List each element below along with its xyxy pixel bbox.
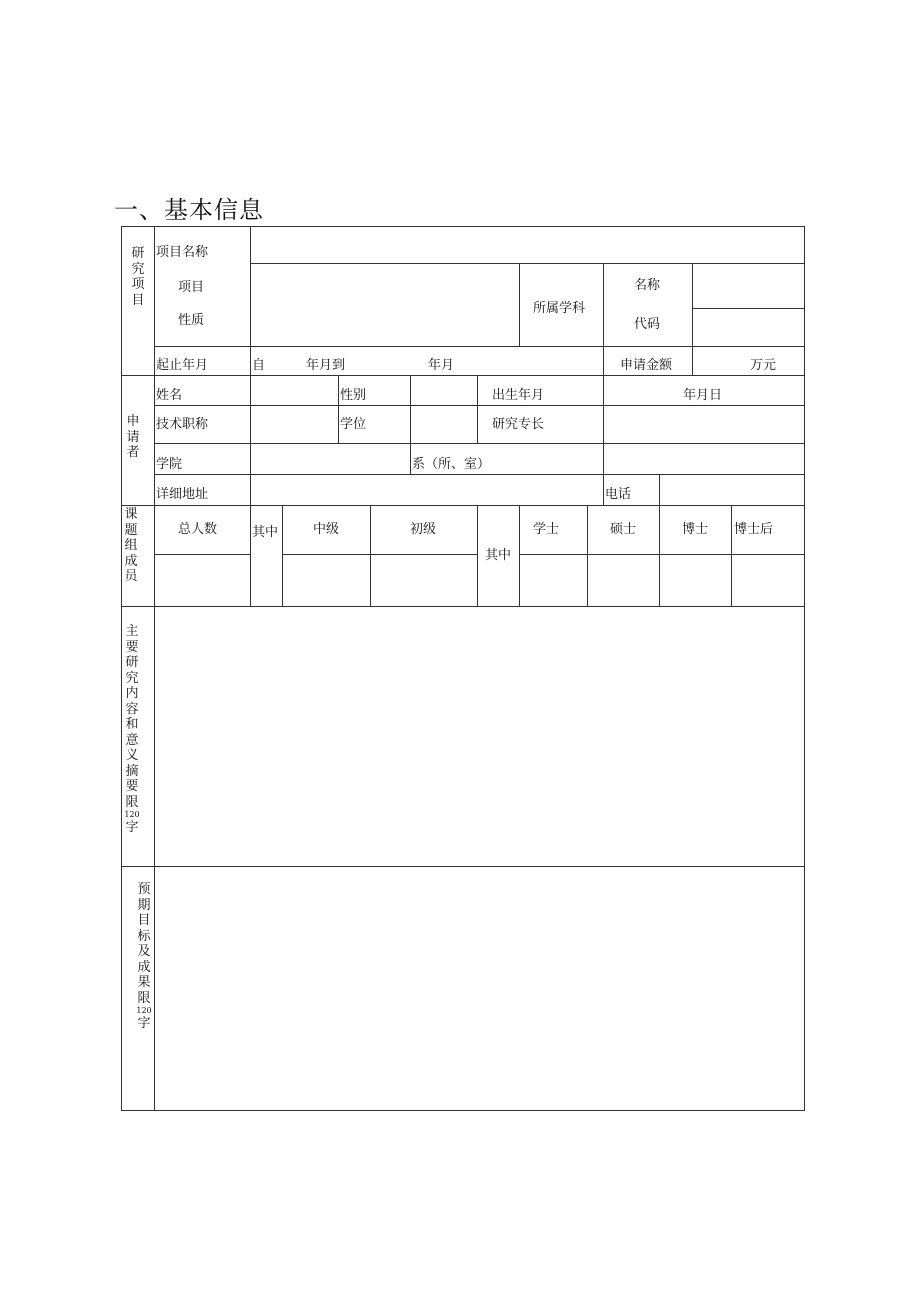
col-line xyxy=(603,375,604,475)
total-label: 总人数 xyxy=(178,522,218,537)
master-label: 硕士 xyxy=(610,522,637,537)
phone-label: 电话 xyxy=(605,487,632,502)
among-label: 其中 xyxy=(485,548,512,563)
col-line xyxy=(731,505,732,607)
col-line xyxy=(250,505,251,607)
specialty-label: 研究专长 xyxy=(492,417,545,432)
postdoc-label: 博士后 xyxy=(734,522,774,537)
discipline-code-label: 代码 xyxy=(634,317,661,332)
period-label: 起止年月 xyxy=(156,358,209,373)
row-line xyxy=(154,554,251,555)
project-nature-label: 性质 xyxy=(178,313,205,328)
title-label: 技术职称 xyxy=(156,417,209,432)
col-line xyxy=(519,263,520,347)
address-label: 详细地址 xyxy=(156,487,209,502)
period-to: 年月到 xyxy=(306,358,346,373)
row-line xyxy=(250,263,805,264)
col-line xyxy=(603,263,604,376)
amount-unit: 万元 xyxy=(750,358,777,373)
col-line xyxy=(659,474,660,506)
applicant-name-label: 姓名 xyxy=(156,388,183,403)
section-line xyxy=(121,505,805,506)
project-side-label: 研究项目 xyxy=(131,246,145,308)
college-label: 学院 xyxy=(156,457,183,472)
goals-side-text: 预期目标及成果限 xyxy=(137,882,151,1006)
content-limit-char: 字 xyxy=(125,820,139,835)
row-line xyxy=(282,554,478,555)
row-line xyxy=(154,346,805,347)
section-heading: 一、基本信息 xyxy=(114,196,264,224)
period-from: 自 xyxy=(252,358,266,373)
project-name-label: 项目名称 xyxy=(156,245,209,260)
side-column-divider xyxy=(154,226,155,1111)
section-line xyxy=(121,375,805,376)
bachelor-label: 学士 xyxy=(533,522,560,537)
col-line xyxy=(477,375,478,444)
row-line xyxy=(692,308,805,309)
col-line xyxy=(692,263,693,376)
section-line xyxy=(121,606,805,607)
among-label: 其中 xyxy=(252,525,279,540)
junior-label: 初级 xyxy=(410,522,437,537)
row-line xyxy=(154,443,805,444)
col-line xyxy=(477,505,478,607)
content-side-label xyxy=(124,624,140,836)
border-bottom xyxy=(121,1110,805,1111)
gender-label: 性别 xyxy=(340,388,367,403)
middle-label: 中级 xyxy=(313,522,340,537)
border-left xyxy=(121,226,122,1111)
col-line xyxy=(587,505,588,607)
row-line xyxy=(154,405,805,406)
department-label: 系（所、室） xyxy=(412,457,491,472)
discipline-name-label: 名称 xyxy=(634,278,661,293)
goals-limit-number: 120 xyxy=(136,1006,152,1015)
border-top xyxy=(121,226,805,227)
section-line xyxy=(121,866,805,867)
amount-label: 申请金额 xyxy=(620,358,673,373)
basic-info-form xyxy=(121,226,805,1111)
degree-label: 学位 xyxy=(340,417,367,432)
col-line xyxy=(659,505,660,607)
row-line xyxy=(154,474,805,475)
col-line xyxy=(338,375,339,444)
col-line xyxy=(410,375,411,475)
row-line xyxy=(520,554,805,555)
goals-limit-char: 字 xyxy=(137,1016,151,1031)
applicant-side-label: 申请者 xyxy=(126,414,140,460)
project-nature-label: 项目 xyxy=(178,280,205,295)
period-end: 年月 xyxy=(428,358,455,373)
content-limit-number: 120 xyxy=(124,810,140,819)
content-side-text: 主要研究内容和意义摘要限 xyxy=(125,624,139,810)
birth-value: 年月日 xyxy=(683,388,723,403)
doctor-label: 博士 xyxy=(682,522,709,537)
members-side-label: 课题组成员 xyxy=(124,507,138,584)
col-line xyxy=(282,505,283,607)
col-line xyxy=(250,375,251,506)
goals-side-label xyxy=(136,882,152,1032)
col-line xyxy=(519,505,520,607)
discipline-label: 所属学科 xyxy=(533,301,586,316)
birth-label: 出生年月 xyxy=(492,388,545,403)
border-right xyxy=(804,226,805,1111)
col-line xyxy=(370,505,371,607)
col-line xyxy=(250,226,251,376)
col-line xyxy=(603,474,604,506)
